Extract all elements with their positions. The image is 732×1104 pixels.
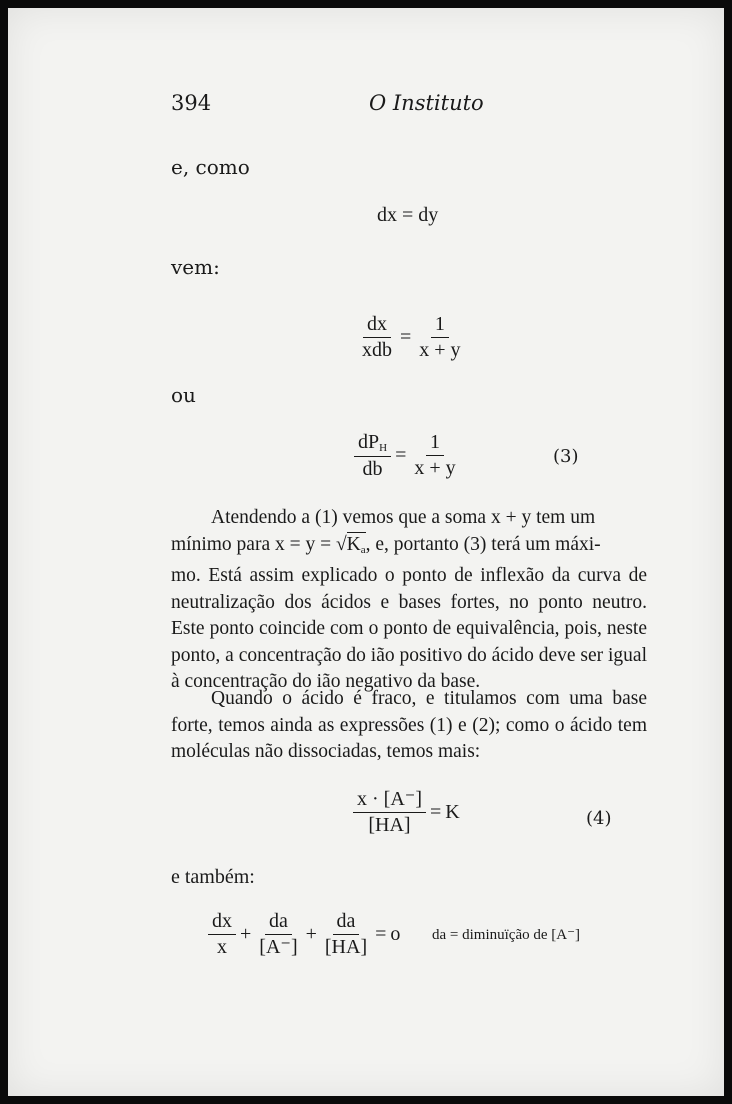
- equation-label-3: (3): [553, 446, 579, 467]
- paragraph-line-with-sqrt: [171, 532, 647, 564]
- running-title: O Instituto: [369, 91, 484, 115]
- fraction-one-over-sum: [415, 313, 464, 362]
- text-segment: mínimo para x = y = √: [171, 533, 347, 555]
- fraction-denominator: [HA]: [324, 936, 368, 958]
- paragraph-inflexion: [171, 505, 647, 696]
- fraction-numerator: da: [333, 910, 360, 935]
- paragraph-weak-acid: Quando o ácido é fraco, e titulamos com uma base forte, temos ainda as expressões (1) e (2); como o ácido tem moléculas não dissociadas, temos mais:: [171, 688, 647, 762]
- sqrt-radicand: [347, 532, 366, 555]
- fraction-dx-x: [208, 910, 236, 959]
- page-number: 394: [171, 91, 212, 115]
- equation-note: da = diminuïção de [A⁻]: [432, 927, 581, 943]
- equation-label-4: (4): [586, 808, 612, 829]
- text-ou: ou: [171, 383, 196, 407]
- subscript-h: H: [379, 442, 388, 454]
- equation-4: [353, 788, 460, 837]
- rhs-k: K: [445, 801, 460, 823]
- equation-dx-dy: [377, 204, 438, 227]
- paragraph-line: Atendendo a (1) vemos que a soma x + y tem um: [211, 507, 596, 528]
- equation-ratio: [358, 313, 465, 362]
- subscript-a: a: [360, 543, 366, 556]
- fraction-numerator: x · [A⁻]: [353, 788, 426, 813]
- equals-sign: =: [429, 801, 442, 823]
- fraction-numerator: dx: [208, 910, 236, 935]
- text-segment: , e, portanto (3) terá um máxi-: [365, 533, 601, 555]
- fraction-denominator: x: [217, 936, 227, 958]
- dp-symbol: dP: [358, 431, 380, 453]
- fraction-denominator: x + y: [419, 339, 461, 361]
- fraction-denominator: [HA]: [368, 814, 411, 836]
- equals-sign: =: [375, 923, 387, 945]
- fraction-da-ha: [321, 910, 371, 959]
- text-e-como: e, como: [171, 155, 250, 179]
- plus-sign: +: [240, 923, 252, 945]
- equation-3: [354, 431, 460, 481]
- plus-sign: +: [305, 923, 317, 945]
- fraction-ka-expression: [353, 788, 426, 837]
- fraction-one-over-sum: [410, 431, 459, 480]
- fraction-denominator: xdb: [362, 339, 392, 361]
- fraction-dx-xdb: [358, 313, 396, 362]
- fraction-denominator: x + y: [414, 457, 456, 480]
- paragraph-body: mo. Está assim explicado o ponto de inflexão da curva de neutralização dos ácidos e bases fortes, no ponto neutro. Este ponto coincide com o ponto de equivalência, pois, neste ponto, a concentração do ião positivo do ácido deve ser igual à concentração do ião negativo da base.: [171, 565, 647, 692]
- text-vem: vem:: [171, 255, 220, 279]
- fraction-da-a: [255, 910, 301, 959]
- fraction-numerator: [354, 431, 391, 457]
- book-page: [8, 8, 724, 1096]
- equation-5: [208, 910, 400, 959]
- rhs-zero: o: [390, 923, 401, 945]
- fraction-denominator: db: [362, 457, 383, 480]
- k-symbol: K: [346, 533, 361, 555]
- fraction-dph-db: [354, 431, 391, 481]
- fraction-numerator: da: [265, 910, 292, 935]
- fraction-numerator: 1: [431, 313, 449, 338]
- equation-dx-dy-text: dx = dy: [377, 204, 439, 226]
- text-e-tambem: e também:: [171, 866, 255, 888]
- fraction-denominator: [A⁻]: [259, 936, 298, 958]
- fraction-numerator: dx: [363, 313, 391, 338]
- equals-sign: =: [400, 326, 412, 348]
- equals-sign: =: [395, 444, 407, 467]
- fraction-numerator: 1: [426, 431, 444, 456]
